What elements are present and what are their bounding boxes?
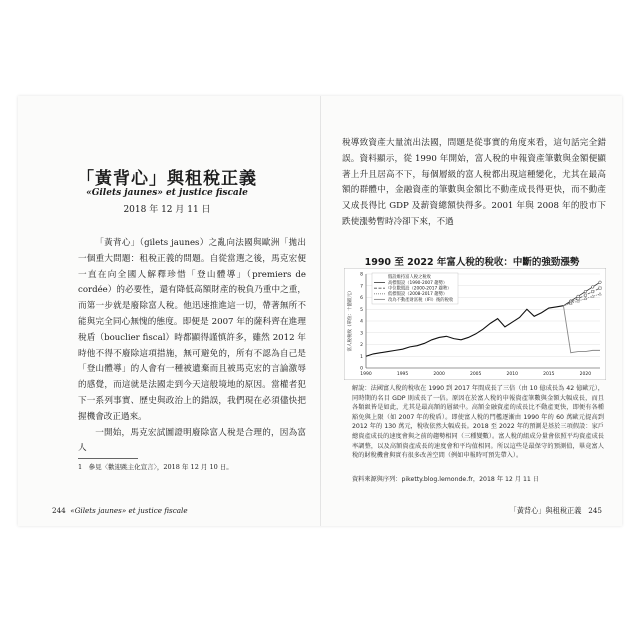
x-tick-label: 2005 bbox=[469, 372, 482, 377]
running-head: «Gilets jaunes» et justice fiscale bbox=[70, 506, 188, 515]
footnote: 1 參見〈歡迎跳主化宣言〉，2018 年 12 月 10 日。 bbox=[78, 463, 233, 471]
page-number: 245 bbox=[588, 506, 602, 515]
x-tick-label: 1995 bbox=[396, 372, 409, 377]
chapter-date: 2018 年 12 月 11 日 bbox=[123, 205, 211, 215]
data-point bbox=[591, 286, 594, 289]
x-tick-label: 1990 bbox=[360, 372, 372, 377]
paragraph: 稅導致資產大量流出法國，問題是從事實的角度來看，這句話完全錯誤。資料顯示，從 1990 年開始，富人稅的申報資產筆數與金額便顯著上升且居高不下，每個層級的富人稅都出現這種變化，尤其在最高額的群體中，金融資產的筆數與金額比不動產成長得更快，而不動產又成長得比 GDP 及薪資總額快得多。2001 年與 2008 年的股市下跌使漲勢暫時冷卻下來，不過 bbox=[342, 138, 606, 227]
x-tick-label: 2010 bbox=[506, 372, 518, 377]
chart-legend bbox=[372, 273, 458, 304]
book-spread bbox=[18, 96, 622, 526]
legend-entry: 改為不動產財富稅（IFI）後的稅收 bbox=[388, 297, 454, 303]
y-tick-label: 5 bbox=[360, 307, 363, 313]
chapter-title: 「黃背心」與租稅正義 bbox=[77, 169, 257, 189]
data-point bbox=[599, 287, 601, 289]
legend-entry: 中位數假設（2000-2017 趨勢） bbox=[388, 286, 452, 292]
data-point bbox=[599, 281, 602, 284]
y-tick-label: 6 bbox=[360, 296, 363, 302]
right-page bbox=[336, 96, 608, 526]
chart bbox=[344, 268, 606, 380]
left-page bbox=[32, 96, 306, 526]
footnote-rule bbox=[78, 458, 138, 459]
chart-source: 資料來源與序列：piketty.blog.lemonde.fr，2018 年 12 月 11 日 bbox=[352, 476, 539, 483]
y-tick-label: 4 bbox=[360, 319, 363, 325]
y-tick-label: 2 bbox=[360, 343, 363, 349]
legend-entry: 低標假設（2008-2017 趨勢） bbox=[388, 292, 448, 298]
paragraph: 「黃背心」（gilets jaunes）之亂向法國與歐洲「拋出一個重大問題：租稅正義的問題。自從當選之後，馬克宏便一直在向全國人解釋珍惜「登山體導」（premiers de cordée）的必要性，還有降低高額財產的稅負乃重中之重，而第一步就是廢除富人稅。他迅速推進這一切，帶著無所不能與完全同心無愧的態度。即便是 2007 年的薩科齊在進理稅盾（bouclier fiscal）時都顯得謹慎許多，雖然 2012 年時他不得不廢除這項措施，無可避免的，所有不認為自己是「登山體導」的人會有一種被遺棄而且被馬克宏的言論激辱的感覺，而這就是法國走到今天這般境地的原因。當權者犯下一系列事實、歷史與政治上的錯誤，我們現在必須儘快把握機會改正過來。 bbox=[78, 238, 306, 422]
chart-svg bbox=[344, 268, 606, 380]
y-tick-label: 0 bbox=[360, 366, 363, 372]
right-body-text bbox=[342, 136, 606, 231]
y-tick-label: 1 bbox=[360, 354, 363, 360]
legend-heading: 假設維持富人稅之稅收 bbox=[388, 275, 431, 280]
chapter-subtitle: «Gilets jaunes» et justice fiscale bbox=[86, 188, 248, 198]
page-number: 244 bbox=[52, 506, 66, 515]
y-tick-label: 7 bbox=[360, 284, 363, 290]
x-tick-label: 2015 bbox=[543, 372, 555, 377]
left-folio bbox=[52, 506, 188, 515]
data-point bbox=[584, 290, 587, 293]
y-axis-label: 富人稅稅收（單位：十億歐元） bbox=[348, 288, 353, 352]
right-folio bbox=[510, 506, 602, 516]
paragraph: 一開始，馬克宏試圖證明廢除富人稅是合理的，因為富人 bbox=[78, 427, 306, 454]
chart-title: 1990 至 2022 年富人稅的稅收：中斷的強勁漲勢 bbox=[364, 257, 580, 268]
page-gutter bbox=[320, 96, 321, 526]
x-tick-label: 2000 bbox=[433, 372, 445, 377]
data-point bbox=[591, 290, 593, 292]
legend-entry: 高標假設（1990-2007 趨勢） bbox=[388, 281, 448, 286]
chart-note: 解說：法國富人稅的稅收在 1990 到 2017 年間成長了三倍（由 10 億成長為 42 億歐元），同時期的名目 GDP 則成長了一倍。原因在於富人稅的申報資產筆數與金額大幅成長，而且各類級皆是如此，尤其是最高額的層級中。高額金融資產的成長比不動產更快，即便有各種豁免與上限（如 2007 年的稅盾）。即使富人稅的門檻逐漸由 1990 年的 60 萬歐元提高到 2012 年的 130 萬元，稅收依然大幅成長。2018 至 2022 年的預測是基於三項假設：家戶總資產成長的速度會與之前的趨勢相同（三種變數）。富人稅的組成分量會依照平均資產成長率調整，以及高額資產成長的速度會和平均值相同。所以這些是最保守的預測值，畢竟富人稅的財稅機會與實有很多改善空間（例如申報時可預先帶入）。 bbox=[352, 385, 604, 460]
left-body-text bbox=[78, 236, 306, 457]
running-head: 「黃背心」與租稅正義 bbox=[509, 506, 582, 515]
y-tick-label: 8 bbox=[360, 272, 363, 278]
data-point bbox=[584, 294, 586, 296]
x-tick-label: 2020 bbox=[579, 372, 592, 377]
y-tick-label: 3 bbox=[360, 331, 363, 337]
